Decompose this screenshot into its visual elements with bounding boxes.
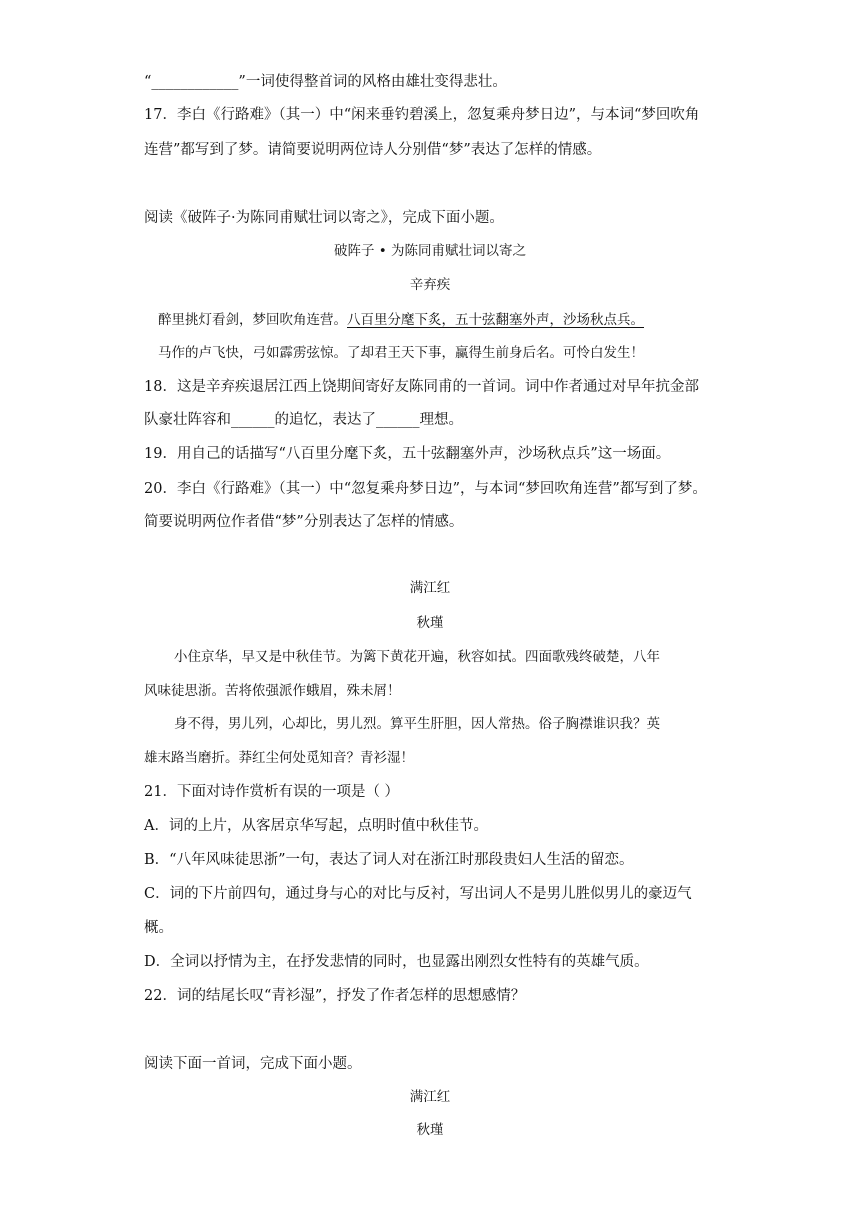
question-18-line2: 队豪壮阵容和______的追忆，表达了______理想。 <box>144 412 463 428</box>
poem-stanza1-line1: 小住京华，早又是中秋佳节。为篱下黄花开遍，秋容如拭。四面歌残终破楚，八年 <box>174 649 660 665</box>
question-17-line1: 17．李白《行路难》（其一）中“闲来垂钓碧溪上，忽复乘舟梦日边”，与本词“梦回吹角 <box>144 107 700 123</box>
question-20-line1: 20．李白《行路难》（其一）中“忽复乘舟梦日边”，与本词“梦回吹角连营”都写到了梦。 <box>144 481 707 497</box>
poem-line-1-plain: 醉里挑灯看剑，梦回吹角连营。 <box>158 312 347 328</box>
question-20-line2: 简要说明两位作者借“梦”分别表达了怎样的情感。 <box>144 514 464 530</box>
poem-stanza1-line2: 风味徒思浙。苦将侬强派作蛾眉，殊未屑！ <box>144 683 401 699</box>
poem-author: 秋瑾 <box>416 1122 444 1138</box>
poem-author: 辛弃疾 <box>409 277 451 293</box>
poem-stanza2-line2: 雄末路当磨折。莽红尘何处觅知音？青衫湿！ <box>144 750 414 766</box>
section-intro: 阅读《破阵子·为陈同甫赋壮词以寄之》，完成下面小题。 <box>144 210 504 226</box>
question-21: 21．下面对诗作赏析有误的一项是（ ） <box>144 784 400 800</box>
poem-author: 秋瑾 <box>416 615 444 631</box>
section-intro: 阅读下面一首词，完成下面小题。 <box>144 1056 362 1072</box>
option-a: A．词的上片，从客居京华写起，点明时值中秋佳节。 <box>144 818 488 834</box>
option-c-line2: 概。 <box>144 920 173 936</box>
option-b: B．“八年风味徒思浙”一句，表达了词人对在浙江时那段贵妇人生活的留恋。 <box>144 852 634 868</box>
poem-line-2: 马作的卢飞快，弓如霹雳弦惊。了却君王天下事，赢得生前身后名。可怜白发生！ <box>158 345 644 361</box>
poem-line-1-underlined: 八百里分麾下炙，五十弦翻塞外声，沙场秋点兵。 <box>347 312 644 328</box>
question-17-line2: 连营”都写到了梦。请简要说明两位诗人分别借“梦”表达了怎样的情感。 <box>144 142 602 158</box>
question-19: 19．用自己的话描写“八百里分麾下炙，五十弦翻塞外声，沙场秋点兵”这一场面。 <box>144 446 671 462</box>
question-22: 22．词的结尾长叹“青衫湿”，抒发了作者怎样的思想感情？ <box>144 988 526 1004</box>
q16-tail: “____________”一词使得整首词的风格由雄壮变得悲壮。 <box>144 74 507 90</box>
poem-line-1 <box>158 310 644 330</box>
option-c-line1: C．词的下片前四句，通过身与心的对比与反衬，写出词人不是男儿胜似男儿的豪迈气 <box>144 886 692 902</box>
question-18-line1: 18．这是辛弃疾退居江西上饶期间寄好友陈同甫的一首词。词中作者通过对早年抗金部 <box>144 379 699 395</box>
poem-stanza2-line1: 身不得，男儿列，心却比，男儿烈。算平生肝胆，因人常热。俗子胸襟谁识我？英 <box>174 716 660 732</box>
poem-title: 满江红 <box>409 580 451 596</box>
option-d: D．全词以抒情为主，在抒发悲情的同时，也显露出刚烈女性特有的英雄气质。 <box>144 954 649 970</box>
poem-title: 满江红 <box>409 1089 451 1105</box>
poem-title: 破阵子 • 为陈同甫赋壮词以寄之 <box>333 243 527 259</box>
